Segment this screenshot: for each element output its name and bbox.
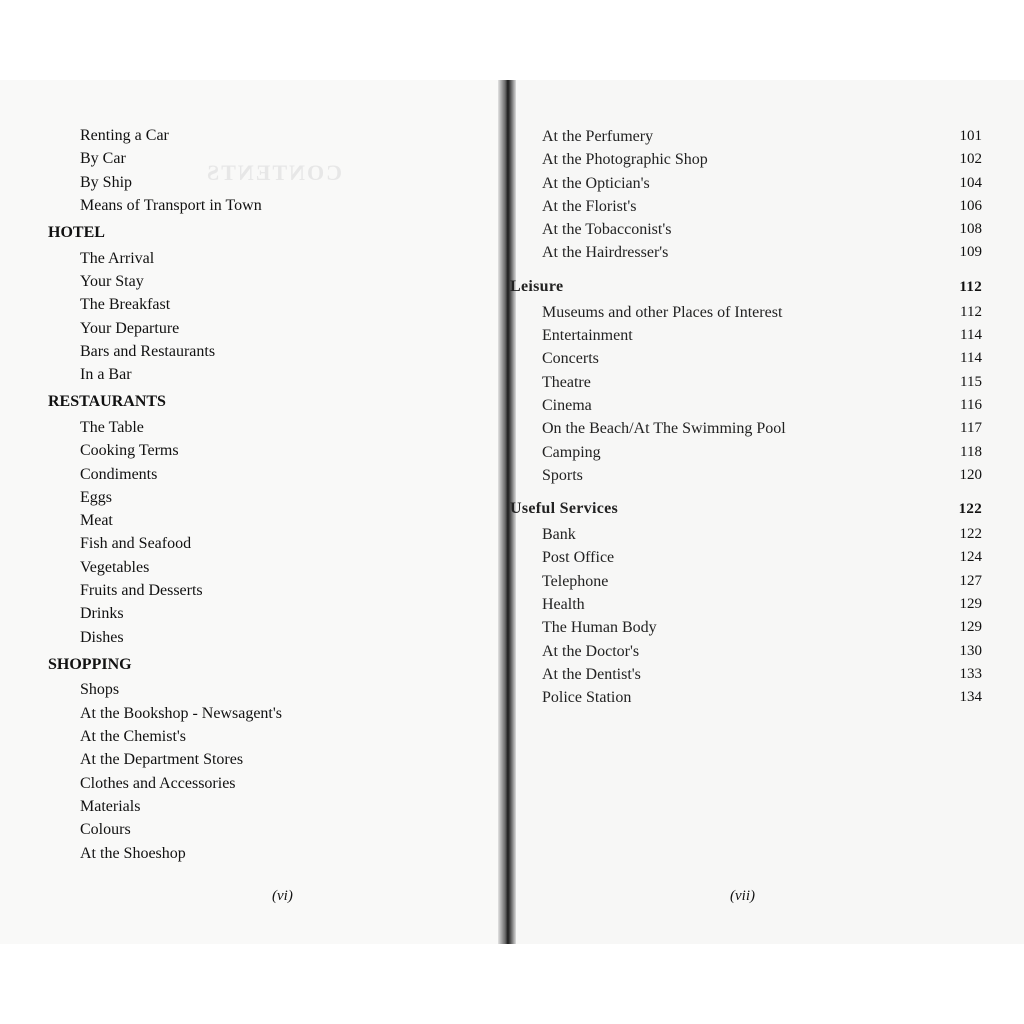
contents-entry — [0, 602, 490, 625]
entry-label: Theatre — [542, 373, 591, 391]
entry-label: The Breakfast — [80, 296, 171, 314]
entry-label: By Car — [80, 150, 126, 168]
contents-entry — [506, 441, 1006, 464]
contents-entry — [0, 626, 490, 649]
entry-label: Post Office — [542, 549, 615, 567]
entry-page-number: 122 — [959, 526, 982, 543]
entry-label: Sports — [542, 466, 583, 484]
entry-label: Your Departure — [80, 319, 180, 337]
contents-entry — [0, 247, 490, 270]
entry-label: In a Bar — [80, 366, 132, 384]
entry-label: At the Chemist's — [80, 728, 186, 746]
contents-entry — [506, 546, 1006, 569]
contents-entry — [0, 463, 490, 486]
entry-label: Cinema — [542, 396, 592, 414]
contents-entry — [0, 509, 490, 532]
entry-label: Bars and Restaurants — [80, 342, 216, 360]
entry-page-number: 108 — [959, 221, 982, 238]
contents-entry — [0, 795, 490, 818]
contents-entry — [506, 218, 1006, 241]
contents-entry — [0, 363, 490, 386]
entry-page-number: 114 — [960, 350, 982, 367]
section-heading — [0, 649, 490, 679]
entry-label: The Human Body — [542, 619, 657, 637]
entry-label: Means of Transport in Town — [80, 196, 262, 214]
entry-label: At the Optician's — [542, 174, 650, 192]
page-number-left: (vi) — [272, 888, 293, 904]
contents-entry — [0, 416, 490, 439]
entry-label: Health — [542, 596, 585, 614]
entry-label: At the Bookshop - Newsagent's — [80, 704, 282, 722]
entry-label: Entertainment — [542, 327, 633, 345]
contents-list-left — [0, 124, 490, 865]
contents-entry — [506, 125, 1006, 148]
entry-label: Police Station — [542, 689, 632, 707]
entry-page-number: 120 — [959, 466, 982, 483]
page-number-right: (vii) — [730, 888, 755, 904]
entry-label: At the Dentist's — [542, 665, 641, 683]
entry-label: By Ship — [80, 173, 133, 191]
contents-entry — [0, 772, 490, 795]
contents-entry — [506, 523, 1006, 546]
entry-label: At the Tobacconist's — [542, 221, 672, 239]
entry-label: Fruits and Desserts — [80, 582, 203, 600]
contents-entry — [506, 464, 1006, 487]
entry-page-number: 129 — [959, 619, 982, 636]
contents-entry — [0, 270, 490, 293]
section-heading — [506, 271, 1006, 301]
entry-label: At the Photographic Shop — [542, 151, 708, 169]
entry-label: Drinks — [80, 605, 124, 623]
contents-entry — [0, 317, 490, 340]
entry-page-number: 127 — [959, 572, 982, 589]
contents-entry — [506, 593, 1006, 616]
entry-label: The Table — [80, 418, 144, 436]
entry-page-number: 112 — [959, 278, 982, 295]
entry-page-number: 117 — [960, 420, 982, 437]
entry-page-number: 122 — [958, 501, 982, 518]
entry-label: Meat — [80, 512, 113, 530]
entry-label: Eggs — [80, 488, 112, 506]
entry-page-number: 133 — [959, 665, 982, 682]
entry-label: Telephone — [542, 572, 609, 590]
entry-label: At the Florist's — [542, 197, 637, 215]
entry-label: At the Department Stores — [80, 751, 244, 769]
entry-label: Fish and Seafood — [80, 535, 192, 553]
section-heading — [0, 217, 490, 247]
entry-label: At the Shoeshop — [80, 844, 186, 862]
contents-entry — [506, 394, 1006, 417]
contents-entry — [0, 439, 490, 462]
entry-label: SHOPPING — [48, 655, 132, 673]
entry-page-number: 134 — [959, 689, 982, 706]
contents-list-right — [506, 125, 1006, 710]
entry-label: HOTEL — [48, 224, 105, 242]
entry-label: Colours — [80, 821, 131, 839]
entry-page-number: 114 — [960, 327, 982, 344]
section-heading — [0, 386, 490, 416]
contents-entry — [0, 818, 490, 841]
entry-label: Useful Services — [510, 500, 619, 518]
contents-entry — [0, 194, 490, 217]
entry-page-number: 116 — [960, 396, 982, 413]
contents-entry — [0, 556, 490, 579]
entry-label: Renting a Car — [80, 127, 169, 144]
entry-label: On the Beach/At The Swimming Pool — [542, 420, 786, 438]
entry-label: Vegetables — [80, 558, 150, 576]
entry-label: Museums and other Places of Interest — [542, 303, 783, 321]
entry-label: At the Perfumery — [542, 128, 654, 145]
contents-entry — [506, 663, 1006, 686]
contents-entry — [0, 842, 490, 865]
entry-label: Camping — [542, 443, 601, 461]
contents-entry — [0, 340, 490, 363]
contents-entry — [0, 532, 490, 555]
entry-label: Materials — [80, 797, 141, 815]
contents-entry — [506, 686, 1006, 709]
entry-page-number: 118 — [960, 443, 982, 460]
entry-page-number: 101 — [959, 128, 982, 144]
entry-label: Your Stay — [80, 272, 144, 290]
contents-entry — [506, 324, 1006, 347]
entry-page-number: 115 — [960, 373, 982, 390]
section-heading — [506, 493, 1006, 523]
entry-page-number: 124 — [959, 549, 982, 566]
contents-entry — [0, 293, 490, 316]
contents-entry — [0, 748, 490, 771]
entry-label: Leisure — [510, 277, 564, 295]
entry-label: RESTAURANTS — [48, 393, 166, 411]
entry-label: Cooking Terms — [80, 442, 179, 460]
entry-label: Condiments — [80, 465, 158, 483]
entry-page-number: 129 — [959, 596, 982, 613]
contents-entry — [506, 241, 1006, 264]
contents-entry — [506, 195, 1006, 218]
entry-page-number: 104 — [959, 174, 982, 191]
show-through-heading: CONTENTS — [205, 160, 343, 185]
entry-page-number: 112 — [960, 303, 982, 320]
contents-entry — [506, 640, 1006, 663]
contents-entry — [0, 124, 490, 147]
contents-entry — [506, 570, 1006, 593]
entry-label: At the Hairdresser's — [542, 244, 669, 262]
contents-entry — [0, 678, 490, 701]
contents-entry — [0, 702, 490, 725]
entry-label: At the Doctor's — [542, 642, 640, 660]
contents-entry — [506, 301, 1006, 324]
contents-entry — [0, 486, 490, 509]
entry-page-number: 102 — [959, 151, 982, 168]
entry-page-number: 109 — [959, 244, 982, 261]
contents-entry — [0, 725, 490, 748]
contents-entry — [506, 371, 1006, 394]
entry-label: The Arrival — [80, 249, 155, 267]
contents-entry — [506, 347, 1006, 370]
entry-label: Dishes — [80, 628, 124, 646]
entry-page-number: 106 — [959, 197, 982, 214]
contents-entry — [506, 172, 1006, 195]
contents-entry — [506, 417, 1006, 440]
entry-label: Concerts — [542, 350, 599, 368]
entry-label: Clothes and Accessories — [80, 774, 236, 792]
entry-label: Bank — [542, 526, 576, 544]
entry-page-number: 130 — [959, 642, 982, 659]
contents-entry — [0, 171, 490, 194]
contents-entry — [506, 148, 1006, 171]
entry-label: Shops — [80, 681, 120, 699]
contents-entry — [0, 579, 490, 602]
contents-entry — [0, 147, 490, 170]
contents-entry — [506, 616, 1006, 639]
